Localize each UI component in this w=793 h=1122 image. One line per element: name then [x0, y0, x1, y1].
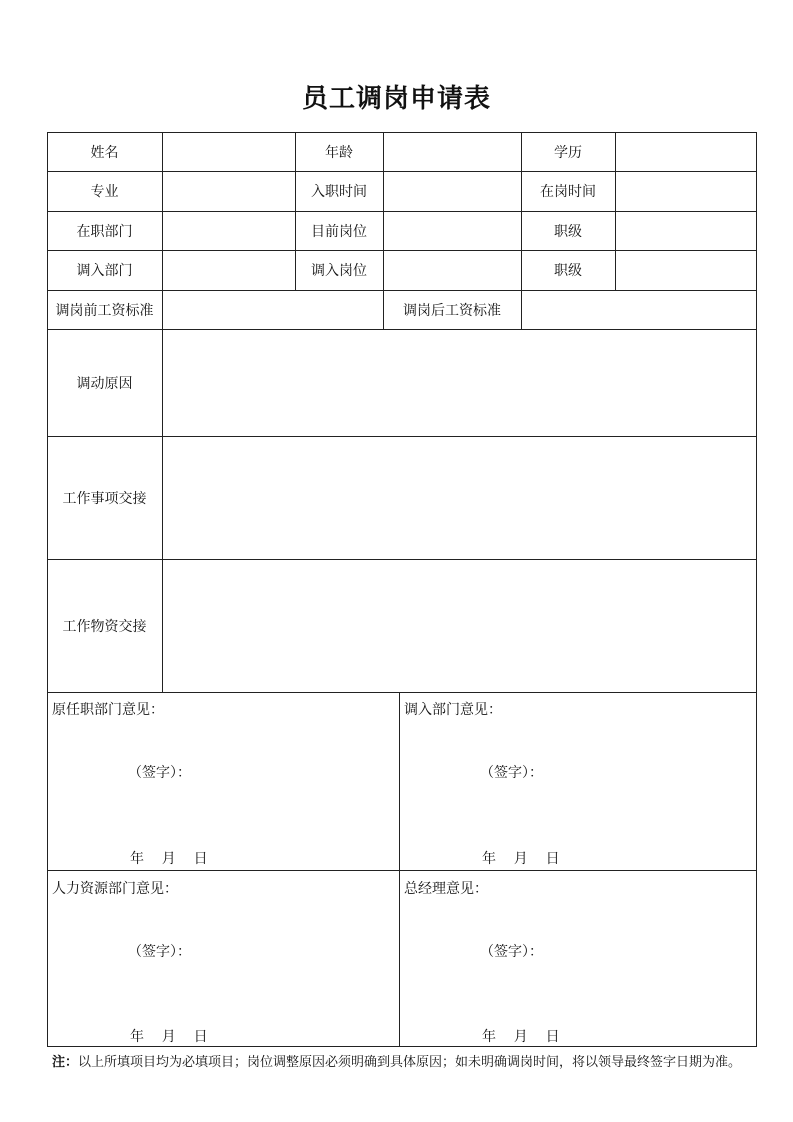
field-current-position[interactable]: [384, 211, 521, 250]
label-current-department: 在职部门: [76, 223, 133, 240]
label-target-department: 调入部门: [76, 263, 133, 279]
approval-sign: （签字）：: [480, 944, 543, 960]
field-current-department[interactable]: [163, 211, 295, 250]
approval-date: 年 月 日: [130, 1029, 208, 1045]
field-target-position[interactable]: [384, 250, 521, 290]
approval-title: 总经理意见：: [404, 881, 488, 897]
field-education[interactable]: [616, 132, 757, 171]
label-current-position: 目前岗位: [311, 223, 367, 240]
field-current-grade[interactable]: [616, 211, 757, 250]
approval-title: 调入部门意见：: [404, 702, 502, 718]
field-salary-before[interactable]: [163, 290, 383, 329]
label-work-handover: 工作事项交接: [62, 490, 147, 507]
approval-sign: （签字）：: [128, 765, 191, 781]
label-materials-handover: 工作物资交接: [62, 618, 147, 635]
label-education: 学历: [554, 144, 582, 161]
approval-date: 年 月 日: [482, 851, 560, 867]
page-title: 员工调岗申请表: [301, 84, 491, 114]
field-target-grade[interactable]: [616, 250, 757, 290]
field-transfer-reason[interactable]: [163, 329, 757, 436]
field-target-department[interactable]: [163, 250, 295, 290]
field-tenure[interactable]: [616, 171, 757, 211]
field-salary-after[interactable]: [522, 290, 757, 329]
approval-sign: （签字）：: [480, 765, 543, 781]
approval-title: 原任职部门意见：: [52, 702, 164, 718]
approval-sign: （签字）：: [128, 944, 191, 960]
label-name: 姓名: [90, 144, 119, 161]
approval-title: 人力资源部门意见：: [52, 881, 178, 897]
label-major: 专业: [90, 184, 119, 200]
field-major[interactable]: [163, 171, 295, 211]
footnote-text: 以上所填项目均为必填项目；岗位调整原因必须明确到具体原因；如未明确调岗时间，将以领导最终签字日期为准。: [78, 1055, 742, 1070]
label-age: 年龄: [325, 144, 353, 161]
label-target-grade: 职级: [554, 263, 582, 279]
field-work-handover[interactable]: [163, 436, 757, 559]
field-name[interactable]: [163, 132, 295, 171]
footnote-label: 注：: [52, 1055, 79, 1070]
footnote: [52, 1051, 741, 1070]
field-materials-handover[interactable]: [163, 559, 757, 692]
approval-date: 年 月 日: [130, 851, 208, 867]
label-salary-before: 调岗前工资标准: [55, 302, 154, 319]
approval-date: 年 月 日: [482, 1029, 560, 1045]
label-hire-date: 入职时间: [311, 184, 367, 200]
label-tenure: 在岗时间: [540, 184, 596, 200]
label-transfer-reason: 调动原因: [76, 375, 133, 392]
label-current-grade: 职级: [554, 223, 582, 240]
field-hire-date[interactable]: [384, 171, 521, 211]
label-salary-after: 调岗后工资标准: [403, 302, 501, 319]
label-target-position: 调入岗位: [311, 263, 367, 279]
field-age[interactable]: [384, 132, 521, 171]
